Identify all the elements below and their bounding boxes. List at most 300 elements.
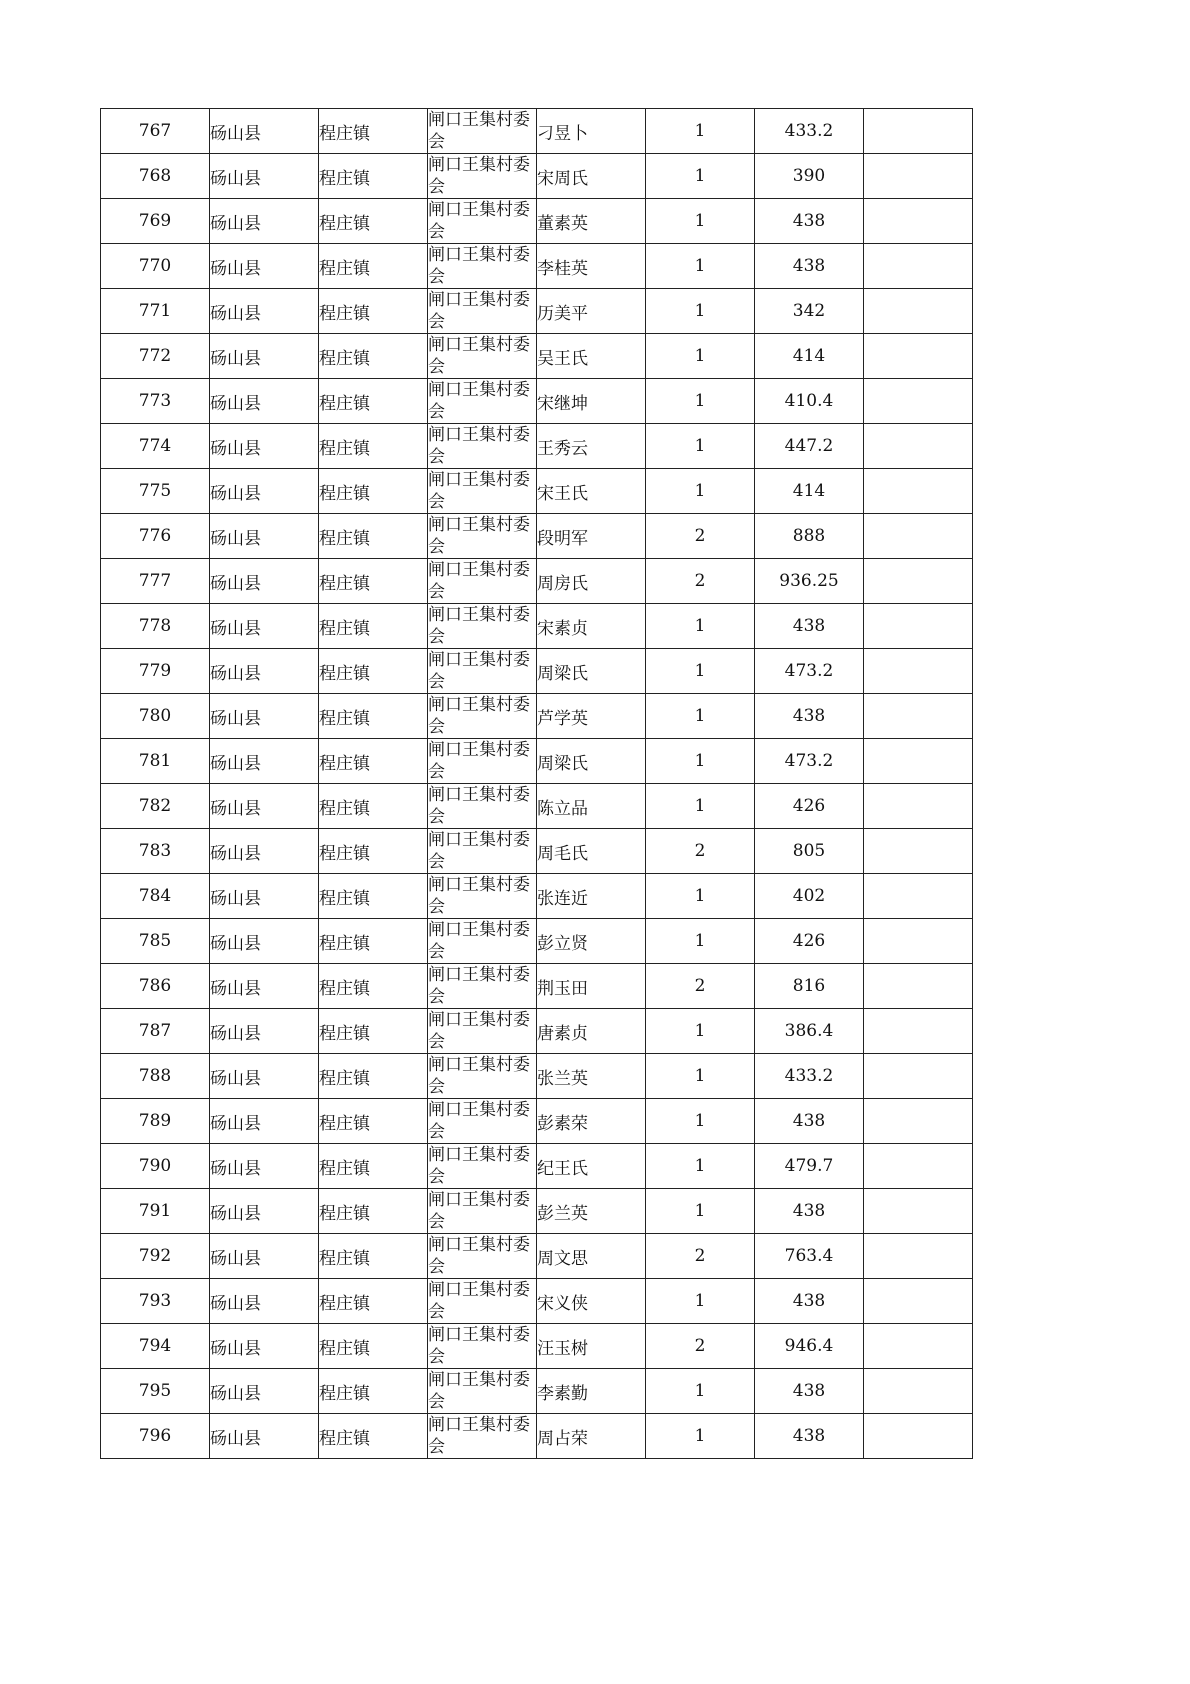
person-name-cell: 宋素贞 <box>537 604 646 649</box>
amount-cell: 390 <box>755 154 864 199</box>
town-cell: 程庄镇 <box>319 1279 428 1324</box>
household-count-cell: 1 <box>646 919 755 964</box>
county-cell: 砀山县 <box>210 379 319 424</box>
table-row <box>101 1279 973 1324</box>
note-cell <box>864 424 973 469</box>
village-cell <box>428 964 537 1009</box>
row-number-cell: 780 <box>101 694 210 739</box>
village-label: 闸口王集村委会 <box>428 875 530 917</box>
row-number-cell: 768 <box>101 154 210 199</box>
table-row <box>101 874 973 919</box>
village-cell <box>428 109 537 154</box>
household-count-cell: 1 <box>646 1144 755 1189</box>
note-cell <box>864 1234 973 1279</box>
amount-cell: 447.2 <box>755 424 864 469</box>
row-number-cell: 782 <box>101 784 210 829</box>
county-cell: 砀山县 <box>210 1144 319 1189</box>
village-cell <box>428 1324 537 1369</box>
village-label: 闸口王集村委会 <box>428 155 530 197</box>
village-label: 闸口王集村委会 <box>428 200 530 242</box>
village-label: 闸口王集村委会 <box>428 245 530 287</box>
note-cell <box>864 1144 973 1189</box>
note-cell <box>864 1369 973 1414</box>
note-cell <box>864 1414 973 1459</box>
county-cell: 砀山县 <box>210 1189 319 1234</box>
note-cell <box>864 334 973 379</box>
town-cell: 程庄镇 <box>319 1099 428 1144</box>
note-cell <box>864 244 973 289</box>
person-name-cell: 张兰英 <box>537 1054 646 1099</box>
town-cell: 程庄镇 <box>319 1009 428 1054</box>
village-label: 闸口王集村委会 <box>428 1415 530 1457</box>
amount-cell: 433.2 <box>755 109 864 154</box>
town-cell: 程庄镇 <box>319 829 428 874</box>
person-name-cell: 周梁氏 <box>537 739 646 784</box>
household-count-cell: 1 <box>646 1414 755 1459</box>
village-cell <box>428 649 537 694</box>
table-row <box>101 514 973 559</box>
village-label: 闸口王集村委会 <box>428 470 530 512</box>
county-cell: 砀山县 <box>210 1234 319 1279</box>
amount-cell: 805 <box>755 829 864 874</box>
person-name-cell: 宋义侠 <box>537 1279 646 1324</box>
household-count-cell: 1 <box>646 694 755 739</box>
county-cell: 砀山县 <box>210 514 319 559</box>
town-cell: 程庄镇 <box>319 334 428 379</box>
person-name-cell: 彭素荣 <box>537 1099 646 1144</box>
town-cell: 程庄镇 <box>319 1369 428 1414</box>
person-name-cell: 周房氏 <box>537 559 646 604</box>
table-row <box>101 469 973 514</box>
household-count-cell: 1 <box>646 1054 755 1099</box>
village-cell <box>428 424 537 469</box>
village-cell <box>428 514 537 559</box>
row-number-cell: 786 <box>101 964 210 1009</box>
village-label: 闸口王集村委会 <box>428 1370 530 1412</box>
town-cell: 程庄镇 <box>319 919 428 964</box>
note-cell <box>864 1279 973 1324</box>
table-row <box>101 1414 973 1459</box>
person-name-cell: 董素英 <box>537 199 646 244</box>
amount-cell: 410.4 <box>755 379 864 424</box>
table-row <box>101 649 973 694</box>
note-cell <box>864 1324 973 1369</box>
village-label: 闸口王集村委会 <box>428 110 530 152</box>
amount-cell: 479.7 <box>755 1144 864 1189</box>
household-count-cell: 1 <box>646 1099 755 1144</box>
village-cell <box>428 739 537 784</box>
row-number-cell: 772 <box>101 334 210 379</box>
household-count-cell: 1 <box>646 739 755 784</box>
table-row <box>101 1144 973 1189</box>
note-cell <box>864 1189 973 1234</box>
county-cell: 砀山县 <box>210 649 319 694</box>
household-count-cell: 1 <box>646 289 755 334</box>
data-table <box>100 108 973 1459</box>
table-row <box>101 424 973 469</box>
household-count-cell: 2 <box>646 559 755 604</box>
village-cell <box>428 1144 537 1189</box>
village-cell <box>428 289 537 334</box>
village-cell <box>428 1189 537 1234</box>
person-name-cell: 王秀云 <box>537 424 646 469</box>
household-count-cell: 2 <box>646 1234 755 1279</box>
county-cell: 砀山县 <box>210 739 319 784</box>
note-cell <box>864 694 973 739</box>
village-cell <box>428 784 537 829</box>
village-label: 闸口王集村委会 <box>428 920 530 962</box>
person-name-cell: 彭立贤 <box>537 919 646 964</box>
household-count-cell: 1 <box>646 154 755 199</box>
town-cell: 程庄镇 <box>319 694 428 739</box>
household-count-cell: 1 <box>646 649 755 694</box>
household-count-cell: 2 <box>646 829 755 874</box>
table-row <box>101 1054 973 1099</box>
village-label: 闸口王集村委会 <box>428 695 530 737</box>
table-row <box>101 1324 973 1369</box>
village-cell <box>428 1414 537 1459</box>
village-label: 闸口王集村委会 <box>428 290 530 332</box>
person-name-cell: 周文思 <box>537 1234 646 1279</box>
village-label: 闸口王集村委会 <box>428 335 530 377</box>
table-row <box>101 244 973 289</box>
county-cell: 砀山县 <box>210 604 319 649</box>
note-cell <box>864 964 973 1009</box>
household-count-cell: 1 <box>646 199 755 244</box>
table-row <box>101 964 973 1009</box>
village-cell <box>428 469 537 514</box>
town-cell: 程庄镇 <box>319 604 428 649</box>
note-cell <box>864 559 973 604</box>
amount-cell: 386.4 <box>755 1009 864 1054</box>
amount-cell: 438 <box>755 199 864 244</box>
amount-cell: 946.4 <box>755 1324 864 1369</box>
county-cell: 砀山县 <box>210 424 319 469</box>
village-label: 闸口王集村委会 <box>428 1100 530 1142</box>
county-cell: 砀山县 <box>210 289 319 334</box>
village-cell <box>428 1054 537 1099</box>
amount-cell: 888 <box>755 514 864 559</box>
town-cell: 程庄镇 <box>319 1144 428 1189</box>
amount-cell: 414 <box>755 469 864 514</box>
table-row <box>101 1009 973 1054</box>
amount-cell: 438 <box>755 604 864 649</box>
row-number-cell: 774 <box>101 424 210 469</box>
household-count-cell: 2 <box>646 514 755 559</box>
town-cell: 程庄镇 <box>319 379 428 424</box>
village-label: 闸口王集村委会 <box>428 1280 530 1322</box>
person-name-cell: 陈立品 <box>537 784 646 829</box>
household-count-cell: 1 <box>646 874 755 919</box>
note-cell <box>864 469 973 514</box>
village-cell <box>428 559 537 604</box>
row-number-cell: 788 <box>101 1054 210 1099</box>
town-cell: 程庄镇 <box>319 514 428 559</box>
town-cell: 程庄镇 <box>319 244 428 289</box>
amount-cell: 438 <box>755 1369 864 1414</box>
table-row <box>101 334 973 379</box>
town-cell: 程庄镇 <box>319 1189 428 1234</box>
county-cell: 砀山县 <box>210 874 319 919</box>
household-count-cell: 1 <box>646 109 755 154</box>
county-cell: 砀山县 <box>210 109 319 154</box>
amount-cell: 414 <box>755 334 864 379</box>
town-cell: 程庄镇 <box>319 199 428 244</box>
row-number-cell: 784 <box>101 874 210 919</box>
town-cell: 程庄镇 <box>319 559 428 604</box>
person-name-cell: 汪玉树 <box>537 1324 646 1369</box>
row-number-cell: 791 <box>101 1189 210 1234</box>
note-cell <box>864 604 973 649</box>
town-cell: 程庄镇 <box>319 154 428 199</box>
village-cell <box>428 919 537 964</box>
table-row <box>101 1189 973 1234</box>
person-name-cell: 周毛氏 <box>537 829 646 874</box>
person-name-cell: 周梁氏 <box>537 649 646 694</box>
town-cell: 程庄镇 <box>319 469 428 514</box>
county-cell: 砀山县 <box>210 559 319 604</box>
town-cell: 程庄镇 <box>319 424 428 469</box>
village-cell <box>428 1234 537 1279</box>
household-count-cell: 1 <box>646 244 755 289</box>
amount-cell: 438 <box>755 1414 864 1459</box>
village-cell <box>428 334 537 379</box>
person-name-cell: 段明军 <box>537 514 646 559</box>
amount-cell: 816 <box>755 964 864 1009</box>
person-name-cell: 吴王氏 <box>537 334 646 379</box>
amount-cell: 438 <box>755 1189 864 1234</box>
note-cell <box>864 649 973 694</box>
row-number-cell: 775 <box>101 469 210 514</box>
village-label: 闸口王集村委会 <box>428 1010 530 1052</box>
note-cell <box>864 154 973 199</box>
village-label: 闸口王集村委会 <box>428 740 530 782</box>
table-row <box>101 379 973 424</box>
county-cell: 砀山县 <box>210 244 319 289</box>
table-row <box>101 919 973 964</box>
village-label: 闸口王集村委会 <box>428 515 530 557</box>
town-cell: 程庄镇 <box>319 784 428 829</box>
village-label: 闸口王集村委会 <box>428 380 530 422</box>
person-name-cell: 周占荣 <box>537 1414 646 1459</box>
village-cell <box>428 1279 537 1324</box>
county-cell: 砀山县 <box>210 829 319 874</box>
person-name-cell: 荆玉田 <box>537 964 646 1009</box>
county-cell: 砀山县 <box>210 1414 319 1459</box>
note-cell <box>864 514 973 559</box>
table-row <box>101 109 973 154</box>
town-cell: 程庄镇 <box>319 739 428 784</box>
county-cell: 砀山县 <box>210 1369 319 1414</box>
town-cell: 程庄镇 <box>319 109 428 154</box>
row-number-cell: 779 <box>101 649 210 694</box>
household-count-cell: 1 <box>646 1369 755 1414</box>
table-row <box>101 1369 973 1414</box>
table-row <box>101 154 973 199</box>
row-number-cell: 792 <box>101 1234 210 1279</box>
village-cell <box>428 694 537 739</box>
note-cell <box>864 784 973 829</box>
table-row <box>101 559 973 604</box>
row-number-cell: 770 <box>101 244 210 289</box>
note-cell <box>864 874 973 919</box>
household-count-cell: 1 <box>646 1189 755 1234</box>
village-cell <box>428 1099 537 1144</box>
table-row <box>101 199 973 244</box>
row-number-cell: 795 <box>101 1369 210 1414</box>
note-cell <box>864 739 973 784</box>
household-count-cell: 1 <box>646 784 755 829</box>
town-cell: 程庄镇 <box>319 1414 428 1459</box>
table-row <box>101 739 973 784</box>
row-number-cell: 777 <box>101 559 210 604</box>
county-cell: 砀山县 <box>210 199 319 244</box>
county-cell: 砀山县 <box>210 1099 319 1144</box>
county-cell: 砀山县 <box>210 1009 319 1054</box>
row-number-cell: 783 <box>101 829 210 874</box>
village-cell <box>428 874 537 919</box>
row-number-cell: 773 <box>101 379 210 424</box>
person-name-cell: 彭兰英 <box>537 1189 646 1234</box>
table-row <box>101 829 973 874</box>
village-label: 闸口王集村委会 <box>428 605 530 647</box>
note-cell <box>864 1009 973 1054</box>
household-count-cell: 1 <box>646 1009 755 1054</box>
county-cell: 砀山县 <box>210 784 319 829</box>
amount-cell: 763.4 <box>755 1234 864 1279</box>
amount-cell: 402 <box>755 874 864 919</box>
village-label: 闸口王集村委会 <box>428 425 530 467</box>
village-cell <box>428 154 537 199</box>
amount-cell: 438 <box>755 1279 864 1324</box>
person-name-cell: 纪王氏 <box>537 1144 646 1189</box>
note-cell <box>864 1054 973 1099</box>
village-label: 闸口王集村委会 <box>428 1235 530 1277</box>
village-cell <box>428 379 537 424</box>
row-number-cell: 793 <box>101 1279 210 1324</box>
person-name-cell: 宋周氏 <box>537 154 646 199</box>
household-count-cell: 1 <box>646 379 755 424</box>
household-count-cell: 1 <box>646 604 755 649</box>
county-cell: 砀山县 <box>210 694 319 739</box>
town-cell: 程庄镇 <box>319 649 428 694</box>
person-name-cell: 李桂英 <box>537 244 646 289</box>
person-name-cell: 唐素贞 <box>537 1009 646 1054</box>
amount-cell: 473.2 <box>755 739 864 784</box>
note-cell <box>864 379 973 424</box>
amount-cell: 426 <box>755 919 864 964</box>
table-row <box>101 1099 973 1144</box>
row-number-cell: 787 <box>101 1009 210 1054</box>
village-label: 闸口王集村委会 <box>428 830 530 872</box>
row-number-cell: 789 <box>101 1099 210 1144</box>
household-count-cell: 2 <box>646 964 755 1009</box>
person-name-cell: 宋继坤 <box>537 379 646 424</box>
row-number-cell: 781 <box>101 739 210 784</box>
county-cell: 砀山县 <box>210 1279 319 1324</box>
town-cell: 程庄镇 <box>319 964 428 1009</box>
note-cell <box>864 109 973 154</box>
amount-cell: 473.2 <box>755 649 864 694</box>
person-name-cell: 芦学英 <box>537 694 646 739</box>
town-cell: 程庄镇 <box>319 289 428 334</box>
row-number-cell: 796 <box>101 1414 210 1459</box>
village-label: 闸口王集村委会 <box>428 965 530 1007</box>
person-name-cell: 宋王氏 <box>537 469 646 514</box>
table-row <box>101 694 973 739</box>
village-label: 闸口王集村委会 <box>428 650 530 692</box>
village-label: 闸口王集村委会 <box>428 1325 530 1367</box>
village-label: 闸口王集村委会 <box>428 1190 530 1232</box>
amount-cell: 426 <box>755 784 864 829</box>
village-label: 闸口王集村委会 <box>428 560 530 602</box>
household-count-cell: 1 <box>646 1279 755 1324</box>
amount-cell: 433.2 <box>755 1054 864 1099</box>
village-cell <box>428 244 537 289</box>
table-row <box>101 604 973 649</box>
row-number-cell: 767 <box>101 109 210 154</box>
town-cell: 程庄镇 <box>319 874 428 919</box>
table-body <box>101 109 973 1459</box>
town-cell: 程庄镇 <box>319 1324 428 1369</box>
household-count-cell: 1 <box>646 334 755 379</box>
note-cell <box>864 1099 973 1144</box>
row-number-cell: 771 <box>101 289 210 334</box>
row-number-cell: 794 <box>101 1324 210 1369</box>
row-number-cell: 785 <box>101 919 210 964</box>
village-cell <box>428 199 537 244</box>
town-cell: 程庄镇 <box>319 1054 428 1099</box>
amount-cell: 438 <box>755 1099 864 1144</box>
county-cell: 砀山县 <box>210 964 319 1009</box>
amount-cell: 342 <box>755 289 864 334</box>
household-count-cell: 1 <box>646 469 755 514</box>
table-row <box>101 784 973 829</box>
row-number-cell: 778 <box>101 604 210 649</box>
village-cell <box>428 1369 537 1414</box>
table-row <box>101 289 973 334</box>
person-name-cell: 历美平 <box>537 289 646 334</box>
person-name-cell: 李素勤 <box>537 1369 646 1414</box>
village-label: 闸口王集村委会 <box>428 785 530 827</box>
household-count-cell: 2 <box>646 1324 755 1369</box>
village-cell <box>428 829 537 874</box>
town-cell: 程庄镇 <box>319 1234 428 1279</box>
village-cell <box>428 604 537 649</box>
amount-cell: 438 <box>755 244 864 289</box>
note-cell <box>864 289 973 334</box>
row-number-cell: 790 <box>101 1144 210 1189</box>
village-cell <box>428 1009 537 1054</box>
note-cell <box>864 919 973 964</box>
county-cell: 砀山县 <box>210 154 319 199</box>
household-count-cell: 1 <box>646 424 755 469</box>
row-number-cell: 776 <box>101 514 210 559</box>
county-cell: 砀山县 <box>210 334 319 379</box>
county-cell: 砀山县 <box>210 919 319 964</box>
person-name-cell: 刁昱卜 <box>537 109 646 154</box>
table-row <box>101 1234 973 1279</box>
county-cell: 砀山县 <box>210 1054 319 1099</box>
row-number-cell: 769 <box>101 199 210 244</box>
person-name-cell: 张连近 <box>537 874 646 919</box>
village-label: 闸口王集村委会 <box>428 1145 530 1187</box>
note-cell <box>864 199 973 244</box>
county-cell: 砀山县 <box>210 469 319 514</box>
note-cell <box>864 829 973 874</box>
village-label: 闸口王集村委会 <box>428 1055 530 1097</box>
amount-cell: 936.25 <box>755 559 864 604</box>
